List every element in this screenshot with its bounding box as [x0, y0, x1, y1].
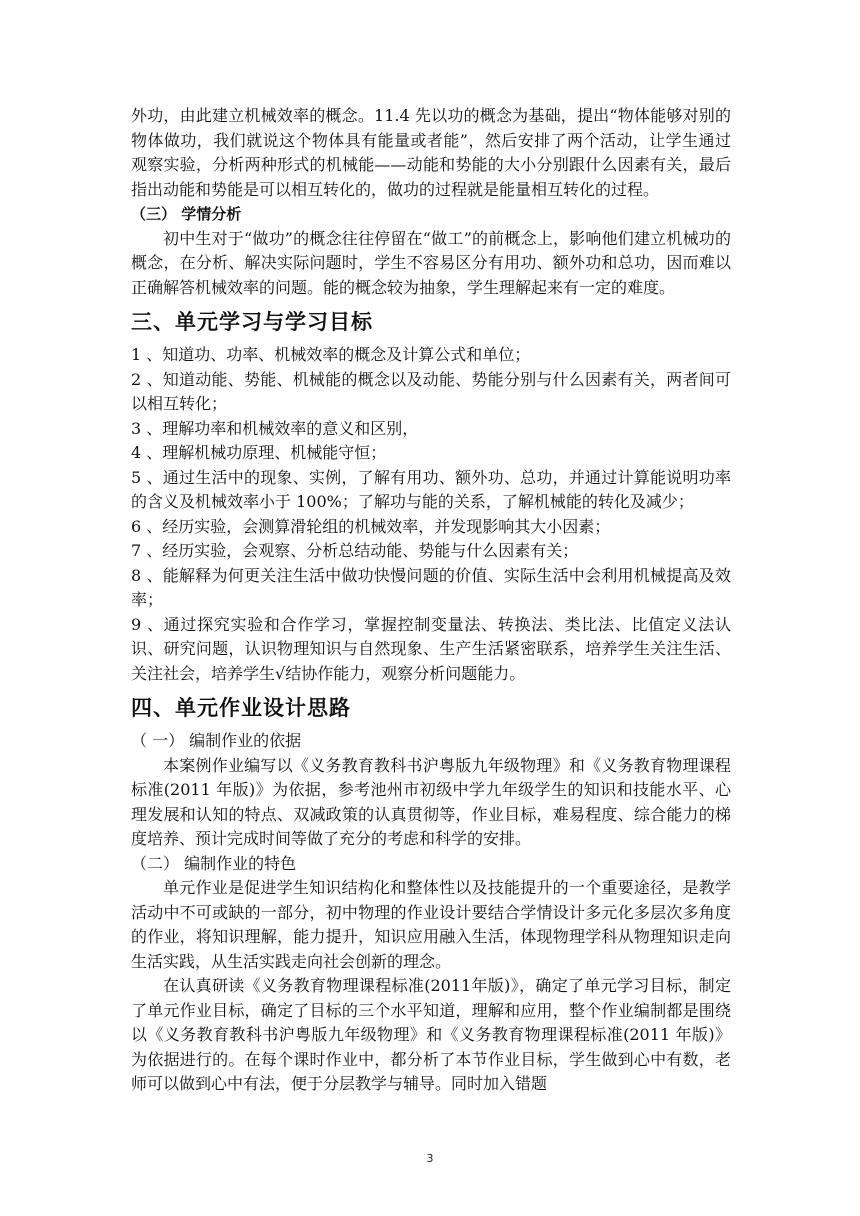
page-number: 3	[426, 1152, 434, 1165]
opening-paragraph: 外功，由此建立机械效率的概念。11.4 先以功的概念为基础，提出“物体能够对别的物体做功，我们就说这个物体具有能量或者能”，然后安排了两个活动，让学生通过观察实验，分析两种形式的机械能——动能和势能的大小分别跟什么因素有关，最后指出动能和势能是可以相互转化的，做功的过程就是能量相互转化的过程。	[131, 106, 731, 199]
list-item: 3 、理解功率和机械效率的意义和区别，	[131, 418, 419, 438]
basis-text: 本案例作业编写以《义务教育教科书沪粤版九年级物理》和《义务教育物理课程标准(2011 年版)》为依据，参考池州市初级中学九年级学生的知识和技能水平、心理发展和认知的特点、双减政策的认真贯彻等，作业目标，难易程度、综合能力的梯度培养、预计完成时间等做了充分的考虑和科学的安排。	[131, 755, 731, 848]
list-item: 4 、理解机械功原理、机械能守恒；	[131, 443, 387, 462]
list-item: 1 、知道功、功率、机械效率的概念及计算公式和单位；	[131, 345, 531, 364]
page-content	[131, 104, 731, 1097]
student-analysis-text: 初中生对于“做功”的概念往往停留在“做工”的前概念上，影响他们建立机械功的概念，在分析、解决实际问题时，学生不容易区分有用功、额外功和总功，因而难以正确解答机械效率的问题。能的概念较为抽象，学生理解起来有一定的难度。	[131, 228, 731, 297]
section-heading-learning-goals: 三、单元学习与学习目标	[131, 310, 373, 334]
list-item: 8 、能解释为何更关注生活中做功快慢问题的价值、实际生活中会利用机械提高及效率；	[131, 565, 731, 609]
goals-list	[131, 343, 731, 686]
list-item: 9 、通过探究实验和合作学习，掌握控制变量法、转换法、类比法、比值定义法认识、研究问题，认识物理知识与自然现象、生产生活紧密联系，培养学生关注生活、关注社会，培养学生√结协作能力，观察分析问题能力。	[131, 614, 731, 683]
subsection-title-features: （二） 编制作业的特色	[131, 853, 297, 873]
list-item: 2 、知道动能、势能、机械能的概念以及动能、势能分别与什么因素有关，两者间可以相互转化；	[131, 369, 731, 413]
subsection-title-student-analysis: （三） 学情分析	[131, 205, 242, 223]
section-heading-design-ideas: 四、单元作业设计思路	[131, 696, 351, 720]
list-item: 7 、经历实验，会观察、分析总结动能、势能与什么因素有关；	[131, 541, 579, 560]
features-text-1: 单元作业是促进学生知识结构化和整体性以及技能提升的一个重要途径，是教学活动中不可或缺的一部分，初中物理的作业设计要结合学情设计多元化多层次多角度的作业，将知识理解，能力提升，知识应用融入生活，体现物理学科从物理知识走向生活实践，从生活实践走向社会创新的理念。	[131, 878, 731, 971]
list-item: 6 、经历实验，会测算滑轮组的机械效率，并发现影响其大小因素；	[131, 516, 611, 536]
features-text-2: 在认真研读《义务教育物理课程标准(2011年版)》，确定了单元学习目标，制定了单元作业目标，确定了目标的三个水平知道，理解和应用，整个作业编制都是围绕以《义务教育教科书沪粤版九年级物理》和《义务教育物理课程标准(2011 年版)》为依据进行的。在每个课时作业中，都分析了本节作业目标，学生做到心中有数，老师可以做到心中有法，便于分层教学与辅导。同时加入错题	[131, 976, 731, 1093]
list-item: 5 、通过生活中的现象、实例，了解有用功、额外功、总功，并通过计算能说明功率的含义及机械效率小于 100%；了解功与能的关系，了解机械能的转化及减少；	[131, 467, 731, 511]
subsection-title-basis: （ 一） 编制作业的依据	[131, 731, 302, 750]
